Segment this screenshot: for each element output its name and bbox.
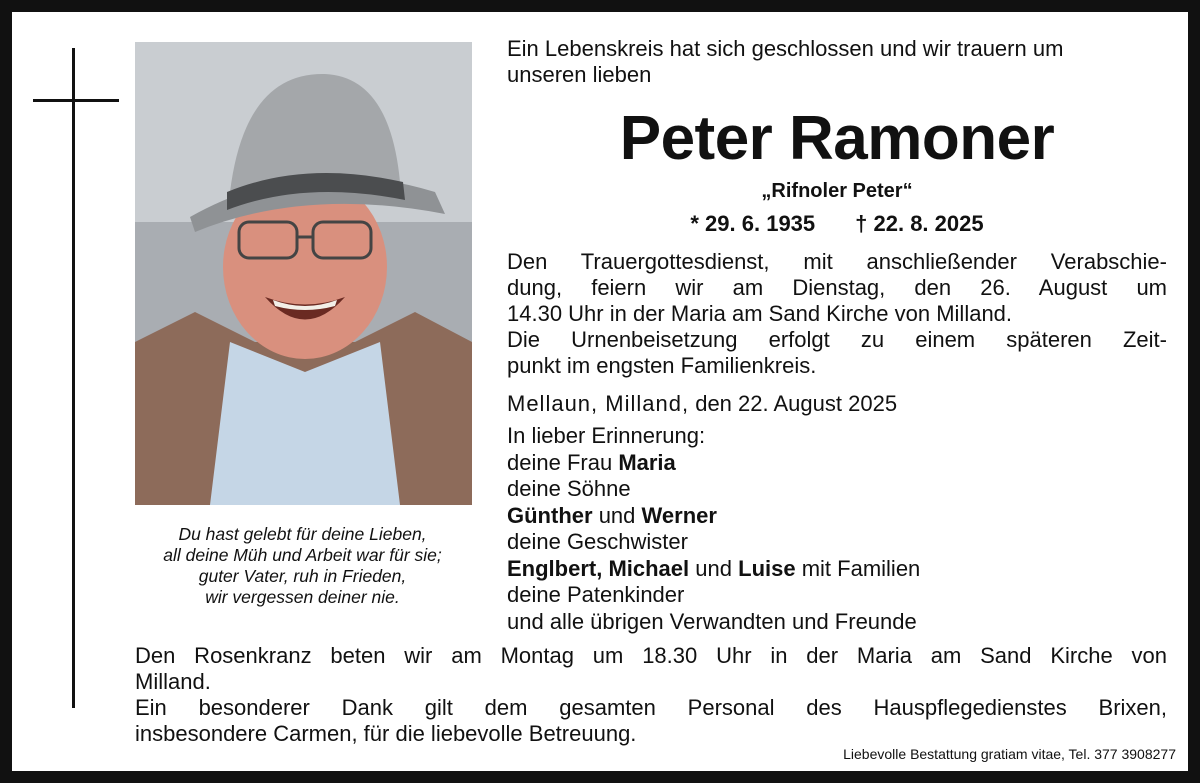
service-line: Die Urnenbeisetzung erfolgt zu einem späteren Zeit- [507, 327, 1167, 352]
intro-line: Ein Lebenskreis hat sich geschlossen und wir trauern um [507, 36, 1064, 61]
bottom-line: insbesondere Carmen, für die liebevolle Betreuung. [135, 721, 637, 746]
memorial-verse [125, 524, 480, 608]
funeral-service-text [507, 249, 1167, 379]
place-and-date [507, 391, 1167, 417]
mourners-siblings [507, 556, 1167, 583]
life-dates [507, 211, 1167, 237]
conjunction: und [695, 555, 732, 581]
rosary-and-thanks [135, 643, 1167, 747]
notice-date: den 22. August 2025 [695, 391, 898, 416]
bottom-line: Milland. [135, 669, 211, 694]
cross-horizontal-bar [33, 99, 119, 102]
relation-label: deine Patenkinder [507, 582, 685, 607]
service-line: Den Trauergottesdienst, mit anschließender Verabschie- [507, 249, 1167, 274]
mourner-name: Luise [738, 555, 796, 581]
mourners-list [507, 423, 1167, 635]
birth-date: * 29. 6. 1935 [690, 211, 816, 236]
mourners-sons [507, 503, 1167, 530]
intro-line: unseren lieben [507, 62, 652, 87]
funeral-home-credit: Liebevolle Bestattung gratiam vitae, Tel. 377 3908277 [843, 746, 1176, 762]
bottom-line: Ein besonderer Dank gilt dem gesamten Personal des Hauspflegedienstes Brixen, [135, 695, 1167, 720]
relation-label: deine Söhne [507, 476, 631, 501]
conjunction: und [598, 502, 636, 528]
death-date: † 22. 8. 2025 [855, 211, 984, 236]
mourner-name: Günther [507, 502, 593, 528]
mourners-heading: In lieber Erinnerung: [507, 423, 706, 448]
relation-label: deine Frau [507, 449, 613, 475]
mourners-wife [507, 450, 1167, 477]
cross-vertical-bar [72, 48, 75, 708]
place-name: Mellaun, Milland, [507, 391, 690, 416]
mourner-name: Englbert, Michael [507, 555, 690, 581]
mourner-name: Maria [618, 449, 676, 475]
service-line: punkt im engsten Familienkreis. [507, 353, 817, 378]
service-line: 14.30 Uhr in der Maria am Sand Kirche von Milland. [507, 301, 1013, 326]
service-line: dung, feiern wir am Dienstag, den 26. August um [507, 275, 1167, 300]
verse-line: guter Vater, ruh in Frieden, [198, 566, 407, 586]
intro-text [507, 36, 1167, 88]
deceased-name: Peter Ramoner [619, 104, 1055, 173]
relation-label: und alle übrigen Verwandten und Freunde [507, 608, 917, 634]
mourner-name: Werner [641, 502, 717, 528]
verse-line: wir vergessen deiner nie. [205, 587, 400, 607]
portrait-illustration [135, 42, 472, 505]
deceased-nickname: „Rifnoler Peter“ [761, 180, 913, 202]
verse-line: all deine Müh und Arbeit war für sie; [163, 545, 442, 565]
verse-line: Du hast gelebt für deine Lieben, [178, 524, 427, 544]
relation-suffix: mit Familien [801, 555, 921, 581]
relation-label: deine Geschwister [507, 529, 688, 554]
portrait-photo [135, 42, 472, 505]
bottom-line: Den Rosenkranz beten wir am Montag um 18.30 Uhr in der Maria am Sand Kirche von [135, 643, 1167, 668]
